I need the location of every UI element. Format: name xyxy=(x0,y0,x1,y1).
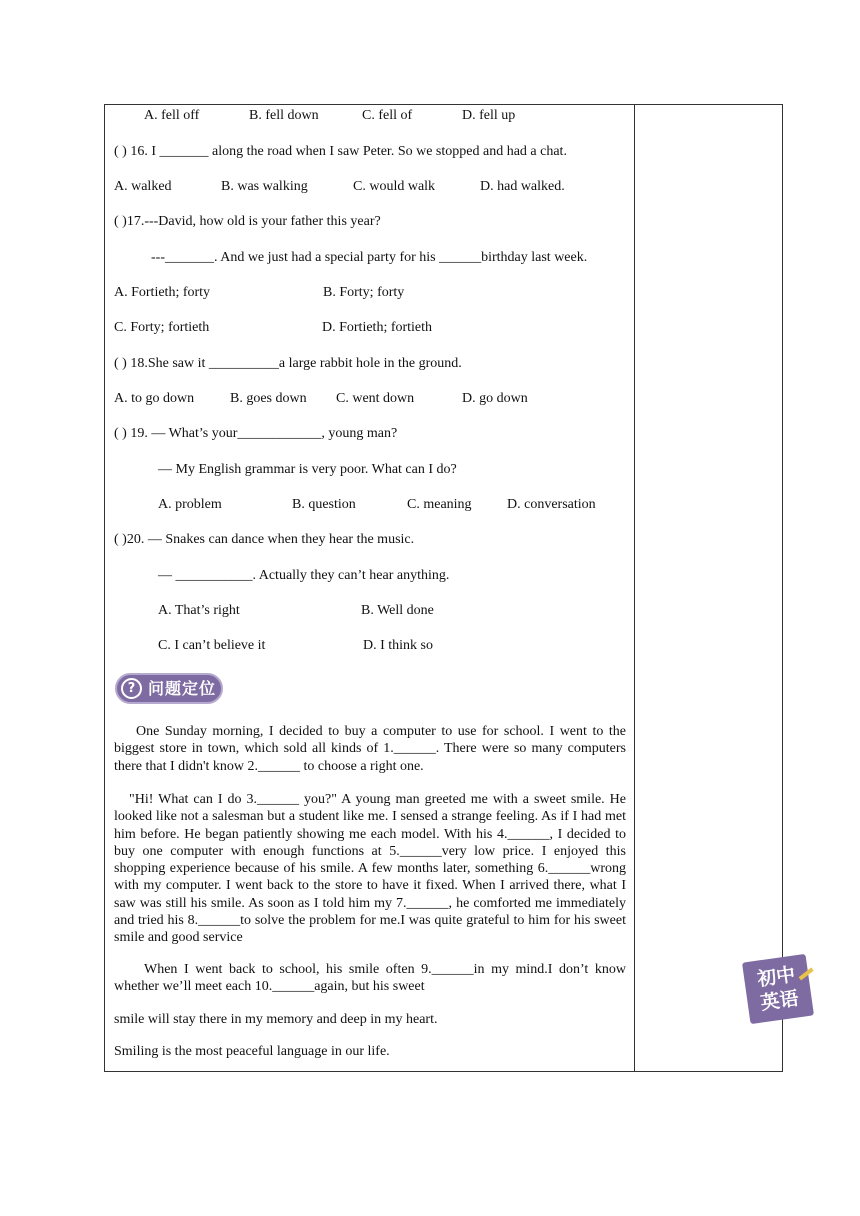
q20-option-a: A. That’s right xyxy=(158,603,240,618)
q19-option-a: A. problem xyxy=(158,497,222,512)
stamp-line-1: 初中 xyxy=(755,963,797,991)
column-divider xyxy=(634,105,635,1071)
q15-option-a: A. fell off xyxy=(144,108,200,123)
q20-reply: — ___________. Actually they can’t hear anything. xyxy=(158,568,450,583)
q17-option-d: D. Fortieth; fortieth xyxy=(322,320,433,335)
q15-option-c: C. fell of xyxy=(362,108,413,123)
section-badge xyxy=(115,673,223,704)
q19-option-b: B. question xyxy=(292,497,356,512)
stamp-line-2: 英语 xyxy=(759,987,801,1015)
q19-option-c: C. meaning xyxy=(407,497,472,512)
passage-paragraph-2: "Hi! What can I do 3.______ you?" A young man greeted me with a sweet smile. He looked like not a salesman but a student like me. I sensed a strange feeling. As if I had met him before. He began patiently showing me each model. With his 4.______, I decided to buy one computer with enough functions at 5.______very low price. I enjoyed this shopping experience because of his smile. A few months later, something 6.______wrong with my computer. I went back to the store to have it fixed. When I arrived there, what I saw was still his smile. As soon as I told him my 7.______, he comforted me immediately and tried his 8.______to solve the problem for me.I was quite grateful to him for his sweet smile and good service xyxy=(114,792,626,946)
q17-option-c: C. Forty; fortieth xyxy=(114,320,210,335)
q18-option-d: D. go down xyxy=(462,391,528,406)
q15-option-b: B. fell down xyxy=(249,108,319,123)
q18-stem: ( ) 18.She saw it __________a large rabbit hole in the ground. xyxy=(114,356,462,371)
q16-option-d: D. had walked. xyxy=(480,179,565,194)
q20-option-b: B. Well done xyxy=(361,603,434,618)
q16-stem: ( ) 16. I _______ along the road when I saw Peter. So we stopped and had a chat. xyxy=(114,144,567,159)
watermark-stamp xyxy=(742,954,814,1024)
question-icon: ? xyxy=(121,678,142,699)
q20-option-d: D. I think so xyxy=(363,638,433,653)
q20-option-c: C. I can’t believe it xyxy=(158,638,266,653)
q19-stem: ( ) 19. — What’s your____________, young man? xyxy=(114,426,398,441)
q20-stem: ( )20. — Snakes can dance when they hear the music. xyxy=(114,532,415,547)
worksheet-table xyxy=(104,104,783,1072)
passage-paragraph-4: smile will stay there in my memory and deep in my heart. xyxy=(114,1012,438,1027)
q18-option-a: A. to go down xyxy=(114,391,195,406)
q19-option-d: D. conversation xyxy=(507,497,596,512)
q19-reply: — My English grammar is very poor. What can I do? xyxy=(158,462,457,477)
q16-option-b: B. was walking xyxy=(221,179,308,194)
q17-reply: ---_______. And we just had a special party for his ______birthday last week. xyxy=(151,250,588,265)
q17-stem: ( )17.---David, how old is your father this year? xyxy=(114,214,381,229)
passage-paragraph-5: Smiling is the most peaceful language in our life. xyxy=(114,1044,390,1059)
passage-paragraph-3: When I went back to school, his smile often 9.______in my mind.I don’t know whether we’ll meet each 10.______again, but his sweet xyxy=(114,962,626,995)
q16-option-c: C. would walk xyxy=(353,179,436,194)
q17-option-a: A. Fortieth; forty xyxy=(114,285,211,300)
q18-option-c: C. went down xyxy=(336,391,415,406)
q17-option-b: B. Forty; forty xyxy=(323,285,405,300)
section-badge-label: 问题定位 xyxy=(148,679,217,698)
q16-option-a: A. walked xyxy=(114,179,172,194)
passage-paragraph-1: One Sunday morning, I decided to buy a computer to use for school. I went to the biggest store in town, which sold all kinds of 1.______. There were so many computers there that I didn't know 2.______ to choose a right one. xyxy=(114,724,626,774)
q18-option-b: B. goes down xyxy=(230,391,307,406)
q15-option-d: D. fell up xyxy=(462,108,516,123)
